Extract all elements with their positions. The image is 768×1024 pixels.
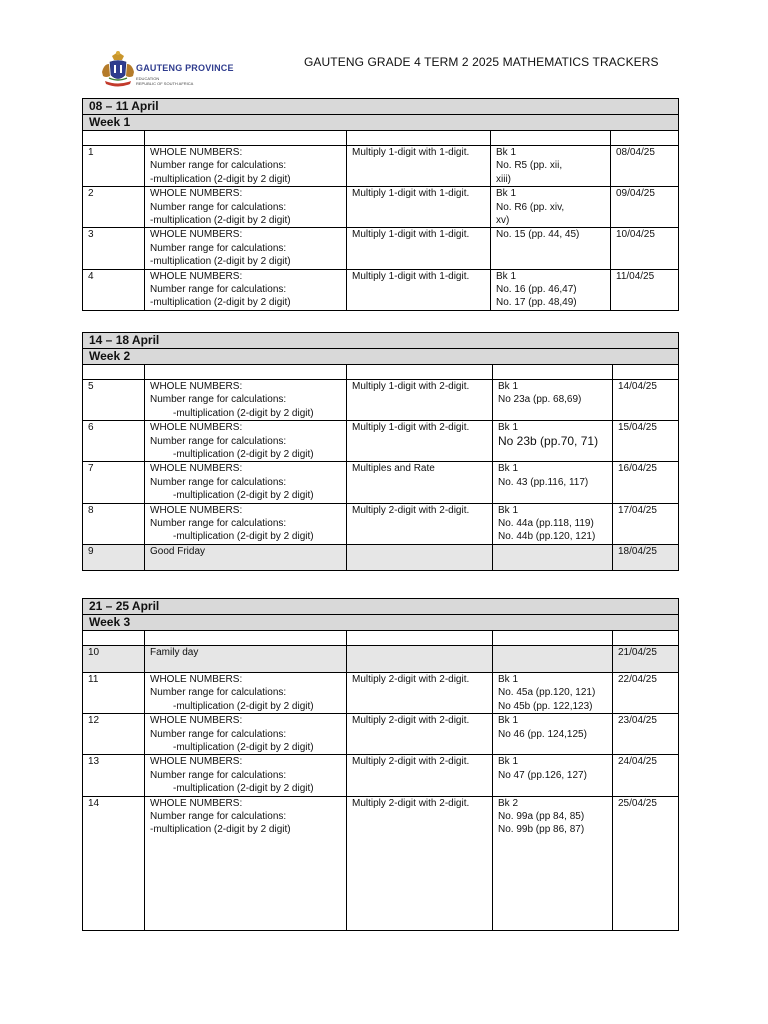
lesson-skill: Multiply 1-digit with 1-digit. [347,146,491,187]
lesson-topic: WHOLE NUMBERS: Number range for calculations: -multiplication (2-digit by 2 digit) [145,714,347,755]
table-row [83,796,679,930]
table-row [83,755,679,796]
lesson-number: 9 [83,544,145,570]
table-row [83,462,679,503]
lesson-skill: Multiply 2-digit with 2-digit. [347,714,493,755]
week-dates: 14 – 18 April [83,333,679,349]
lesson-resource: Bk 1 No 23b (pp.70, 71) [493,421,613,462]
lesson-number: 8 [83,503,145,544]
lesson-number: 7 [83,462,145,503]
lesson-number: 4 [83,269,145,310]
lesson-skill [347,544,493,570]
lesson-skill: Multiples and Rate [347,462,493,503]
lesson-topic: Family day [145,646,347,673]
lesson-date: 14/04/25 [613,380,679,421]
lesson-date: 17/04/25 [613,503,679,544]
lesson-resource: Bk 1 No. R6 (pp. xiv, xv) [491,187,611,228]
lesson-topic: WHOLE NUMBERS: Number range for calculations: -multiplication (2-digit by 2 digit) [145,503,347,544]
table-row [83,714,679,755]
lesson-resource [493,544,613,570]
lesson-number: 12 [83,714,145,755]
lesson-topic: WHOLE NUMBERS: Number range for calculations: -multiplication (2-digit by 2 digit) [145,673,347,714]
lesson-date: 08/04/25 [611,146,679,187]
lesson-resource: Bk 1 No 46 (pp. 124,125) [493,714,613,755]
table-row-holiday [83,544,679,570]
lesson-date: 18/04/25 [613,544,679,570]
gauteng-logo [100,48,234,94]
table-row [83,146,679,187]
lesson-topic: WHOLE NUMBERS: Number range for calculations: -multiplication (2-digit by 2 digit) [145,146,347,187]
lesson-resource: Bk 1 No 23a (pp. 68,69) [493,380,613,421]
table-row [83,673,679,714]
lesson-number: 5 [83,380,145,421]
lesson-date: 24/04/25 [613,755,679,796]
lesson-topic: WHOLE NUMBERS: Number range for calculations: -multiplication (2-digit by 2 digit) [145,269,347,310]
week-dates: 21 – 25 April [83,599,679,615]
document-title: GAUTENG GRADE 4 TERM 2 2025 MATHEMATICS TRACKERS [304,55,659,69]
lesson-resource: No. 15 (pp. 44, 45) [491,228,611,269]
table-row [83,228,679,269]
lesson-number: 13 [83,755,145,796]
lesson-date: 09/04/25 [611,187,679,228]
lesson-skill: Multiply 1-digit with 2-digit. [347,380,493,421]
logo-subtext: EDUCATION [136,76,160,81]
lesson-skill: Multiply 1-digit with 1-digit. [347,269,491,310]
lesson-number: 14 [83,796,145,930]
lesson-number: 3 [83,228,145,269]
week-dates: 08 – 11 April [83,99,679,115]
lesson-resource: Bk 1 No. 44a (pp.118, 119) No. 44b (pp.120, 121) [493,503,613,544]
logo-subtext-country: REPUBLIC OF SOUTH AFRICA [136,81,194,86]
lesson-skill: Multiply 1-digit with 1-digit. [347,187,491,228]
lesson-topic: WHOLE NUMBERS: Number range for calculations: -multiplication (2-digit by 2 digit) [145,796,347,930]
lesson-number: 1 [83,146,145,187]
lesson-topic: WHOLE NUMBERS: Number range for calculations: -multiplication (2-digit by 2 digit) [145,380,347,421]
table-row [83,187,679,228]
lesson-resource: Bk 1 No 47 (pp.126, 127) [493,755,613,796]
lesson-skill: Multiply 1-digit with 2-digit. [347,421,493,462]
lesson-topic: WHOLE NUMBERS: Number range for calculations: -multiplication (2-digit by 2 digit) [145,755,347,796]
lesson-resource: Bk 1 No. 45a (pp.120, 121) No 45b (pp. 122,123) [493,673,613,714]
lesson-resource [493,646,613,673]
lesson-resource: Bk 1 No. 16 (pp. 46,47) No. 17 (pp. 48,49) [491,269,611,310]
table-row [83,503,679,544]
week-label: Week 1 [83,115,679,131]
page-header [0,0,768,90]
lesson-topic: WHOLE NUMBERS: Number range for calculations: -multiplication (2-digit by 2 digit) [145,228,347,269]
lesson-skill: Multiply 2-digit with 2-digit. [347,673,493,714]
lesson-date: 25/04/25 [613,796,679,930]
lesson-date: 16/04/25 [613,462,679,503]
lesson-topic: WHOLE NUMBERS: Number range for calculations: -multiplication (2-digit by 2 digit) [145,421,347,462]
week-2-table [82,332,679,571]
lesson-topic: WHOLE NUMBERS: Number range for calculations: -multiplication (2-digit by 2 digit) [145,187,347,228]
week-label: Week 2 [83,349,679,365]
coat-of-arms-icon [100,48,136,90]
lesson-skill: Multiply 2-digit with 2-digit. [347,796,493,930]
lesson-date: 10/04/25 [611,228,679,269]
week-1-table [82,98,679,311]
lesson-date: 11/04/25 [611,269,679,310]
lesson-number: 10 [83,646,145,673]
lesson-topic: WHOLE NUMBERS: Number range for calculations: -multiplication (2-digit by 2 digit) [145,462,347,503]
lesson-date: 21/04/25 [613,646,679,673]
table-row [83,421,679,462]
week-label: Week 3 [83,615,679,631]
lesson-resource: Bk 1 No. 43 (pp.116, 117) [493,462,613,503]
lesson-skill: Multiply 1-digit with 1-digit. [347,228,491,269]
lesson-number: 2 [83,187,145,228]
logo-wordmark: GAUTENG PROVINCE [136,63,234,73]
lesson-date: 15/04/25 [613,421,679,462]
table-row [83,269,679,310]
lesson-skill: Multiply 2-digit with 2-digit. [347,503,493,544]
lesson-skill [347,646,493,673]
lesson-topic: Good Friday [145,544,347,570]
lesson-resource: Bk 1 No. R5 (pp. xii, xiii) [491,146,611,187]
table-row-holiday [83,646,679,673]
table-row [83,380,679,421]
lesson-number: 11 [83,673,145,714]
lesson-number: 6 [83,421,145,462]
lesson-date: 22/04/25 [613,673,679,714]
lesson-date: 23/04/25 [613,714,679,755]
lesson-resource: Bk 2 No. 99a (pp 84, 85) No. 99b (pp 86, 87) [493,796,613,930]
lesson-skill: Multiply 2-digit with 2-digit. [347,755,493,796]
week-3-table [82,598,679,931]
